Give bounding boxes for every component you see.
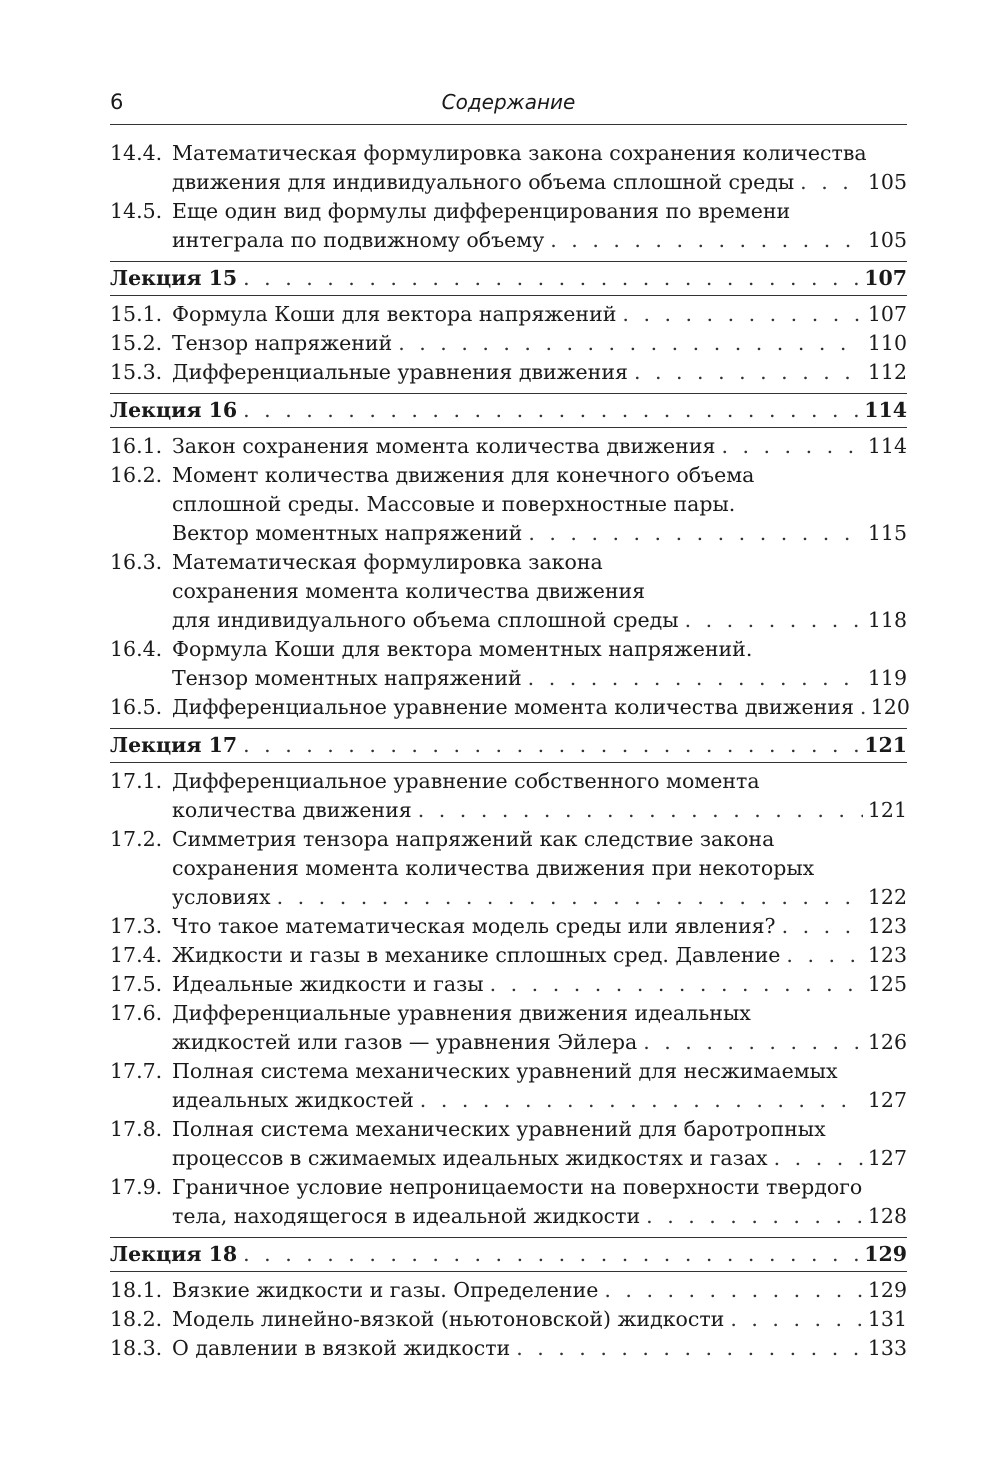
section-number: 18.1.	[110, 1278, 163, 1302]
section-number: 18.3.	[110, 1336, 163, 1360]
section-title-line: Формула Коши для вектора напряжений	[172, 302, 617, 326]
dot-leader	[715, 432, 863, 461]
section-title-line: Симметрия тензора напряжений как следствие закона	[172, 827, 775, 851]
dot-leader	[237, 731, 863, 760]
section-title-line: Еще один вид формулы дифференцирования по времени	[172, 199, 791, 223]
page-ref: 110	[867, 331, 907, 355]
section-title-line: Дифференциальные уравнения движения идеальных	[172, 1001, 751, 1025]
dot-leader	[794, 168, 863, 197]
page-ref: 133	[867, 1336, 907, 1360]
section-title-line: Модель линейно-вязкой (ньютоновской) жидкости	[172, 1307, 725, 1331]
page-ref: 114	[867, 434, 907, 458]
dot-leader	[724, 1305, 863, 1334]
lecture-title: Лекция 16	[110, 398, 238, 422]
dot-leader	[776, 912, 863, 941]
page-ref: 129	[864, 1242, 907, 1266]
page-number: 6	[110, 90, 124, 114]
toc-entry-17-9[interactable]	[110, 1173, 907, 1231]
page-ref: 120	[870, 695, 910, 719]
toc-lecture-15[interactable]	[110, 261, 907, 296]
dot-leader	[768, 1144, 863, 1173]
section-number: 17.8.	[110, 1117, 163, 1141]
dot-leader	[854, 693, 866, 722]
dot-leader	[237, 396, 863, 425]
section-title-line: Закон сохранения момента количества движения	[172, 434, 716, 458]
toc-entry-15-2[interactable]	[110, 329, 907, 358]
dot-leader	[392, 329, 863, 358]
toc-entry-16-5[interactable]	[110, 693, 910, 722]
section-number: 17.1.	[110, 769, 163, 793]
toc-entry-14-4[interactable]	[110, 139, 907, 197]
page-ref: 131	[867, 1307, 907, 1331]
toc-entry-15-3[interactable]	[110, 358, 907, 387]
dot-leader	[637, 1028, 863, 1057]
section-number: 14.4.	[110, 141, 163, 165]
section-title-line: Идеальные жидкости и газы	[172, 972, 484, 996]
section-title-line: жидкостей или газов — уравнения Эйлера	[172, 1030, 638, 1054]
section-title-line: движения для индивидуального объема сплошной среды	[172, 170, 795, 194]
section-title-line: Дифференциальные уравнения движения	[172, 360, 628, 384]
toc-entry-17-2[interactable]	[110, 825, 907, 912]
section-title-line: Жидкости и газы в механике сплошных сред. Давление	[172, 943, 781, 967]
section-title-line: идеальных жидкостей	[172, 1088, 414, 1112]
dot-leader	[679, 606, 863, 635]
section-title-line: О давлении в вязкой жидкости	[172, 1336, 511, 1360]
section-number: 16.4.	[110, 637, 163, 661]
section-title-line: Тензор напряжений	[172, 331, 393, 355]
toc-entry-16-1[interactable]	[110, 432, 907, 461]
section-title-line: Вязкие жидкости и газы. Определение	[172, 1278, 599, 1302]
section-number: 17.9.	[110, 1175, 163, 1199]
page-ref: 121	[867, 798, 907, 822]
section-title-line: Математическая формулировка закона сохранения количества	[172, 141, 867, 165]
toc-entry-15-1[interactable]	[110, 300, 907, 329]
toc-lecture-18[interactable]	[110, 1237, 907, 1272]
page-ref: 128	[867, 1204, 907, 1228]
toc-entry-16-2[interactable]	[110, 461, 907, 548]
toc-entry-17-6[interactable]	[110, 999, 907, 1057]
dot-leader	[510, 1334, 863, 1363]
section-title-line: Математическая формулировка закона	[172, 550, 603, 574]
dot-leader	[414, 1086, 863, 1115]
section-title-line: Граничное условие непроницаемости на поверхности твердого	[172, 1175, 863, 1199]
dot-leader	[544, 226, 863, 255]
dot-leader	[640, 1202, 863, 1231]
toc-entry-17-8[interactable]	[110, 1115, 907, 1173]
dot-leader	[616, 300, 863, 329]
section-number: 18.2.	[110, 1307, 163, 1331]
toc-entry-16-4[interactable]	[110, 635, 907, 693]
page-ref: 127	[867, 1146, 907, 1170]
toc-entry-16-3[interactable]	[110, 548, 907, 635]
dot-leader	[271, 883, 863, 912]
page-ref: 127	[867, 1088, 907, 1112]
page-ref: 123	[867, 943, 907, 967]
page-ref: 105	[867, 228, 907, 252]
page-ref: 114	[864, 398, 907, 422]
section-number: 15.3.	[110, 360, 163, 384]
section-number: 17.2.	[110, 827, 163, 851]
toc-entry-17-5[interactable]	[110, 970, 907, 999]
dot-leader	[522, 519, 863, 548]
running-title: Содержание	[441, 90, 576, 114]
page-ref: 121	[864, 733, 907, 757]
page-ref: 112	[867, 360, 907, 384]
toc-entry-17-7[interactable]	[110, 1057, 907, 1115]
section-title-line: Момент количества движения для конечного объема	[172, 463, 755, 487]
section-title-line: Формула Коши для вектора моментных напряжений.	[172, 637, 753, 661]
page-ref: 118	[867, 608, 907, 632]
section-title-line: Полная система механических уравнений для несжимаемых	[172, 1059, 838, 1083]
section-title-line: интеграла по подвижному объему	[172, 228, 545, 252]
section-number: 14.5.	[110, 199, 163, 223]
section-title-line: количества движения	[172, 798, 412, 822]
section-number: 16.3.	[110, 550, 163, 574]
toc-entry-17-3[interactable]	[110, 912, 907, 941]
section-title-line: сплошной среды. Массовые и поверхностные пары.	[172, 492, 736, 516]
running-header	[110, 88, 907, 125]
section-title-line: сохранения момента количества движения при некоторых	[172, 856, 815, 880]
page-ref: 115	[867, 521, 907, 545]
section-title-line: условиях	[172, 885, 271, 909]
page-ref: 122	[867, 885, 907, 909]
toc-lecture-16[interactable]	[110, 393, 907, 428]
page-ref: 126	[867, 1030, 907, 1054]
dot-leader	[237, 264, 863, 293]
section-number: 17.4.	[110, 943, 163, 967]
page-ref: 129	[867, 1278, 907, 1302]
lecture-title: Лекция 18	[110, 1242, 238, 1266]
lecture-title: Лекция 17	[110, 733, 238, 757]
page-ref: 107	[867, 302, 907, 326]
toc-entry-17-1[interactable]	[110, 767, 907, 825]
lecture-title: Лекция 15	[110, 266, 238, 290]
dot-leader	[237, 1240, 863, 1269]
dot-leader	[522, 664, 863, 693]
page-ref: 125	[867, 972, 907, 996]
page-ref: 107	[864, 266, 907, 290]
page-ref: 105	[867, 170, 907, 194]
toc-entry-14-5[interactable]	[110, 197, 907, 255]
section-title-line: для индивидуального объема сплошной среды	[172, 608, 679, 632]
section-title-line: Полная система механических уравнений для баротропных	[172, 1117, 826, 1141]
dot-leader	[598, 1276, 863, 1305]
section-number: 17.6.	[110, 1001, 163, 1025]
section-number: 15.2.	[110, 331, 163, 355]
table-of-contents	[110, 139, 910, 1363]
section-title-line: Что такое математическая модель среды или явления?	[172, 914, 776, 938]
page-ref: 119	[867, 666, 907, 690]
section-number: 17.7.	[110, 1059, 163, 1083]
toc-lecture-17[interactable]	[110, 728, 907, 763]
section-number: 15.1.	[110, 302, 163, 326]
section-number: 17.5.	[110, 972, 163, 996]
section-number: 16.5.	[110, 695, 163, 719]
section-number: 17.3.	[110, 914, 163, 938]
toc-entry-18-1[interactable]	[110, 1276, 907, 1305]
section-title-line: Дифференциальное уравнение момента количества движения	[172, 695, 854, 719]
section-title-line: процессов в сжимаемых идеальных жидкостях и газах	[172, 1146, 768, 1170]
dot-leader	[780, 941, 863, 970]
dot-leader	[484, 970, 863, 999]
dot-leader	[412, 796, 863, 825]
toc-entry-18-3[interactable]	[110, 1334, 907, 1363]
section-title-line: тела, находящегося в идеальной жидкости	[172, 1204, 641, 1228]
section-title-line: сохранения момента количества движения	[172, 579, 646, 603]
toc-entry-18-2[interactable]	[110, 1305, 907, 1334]
section-title-line: Дифференциальное уравнение собственного момента	[172, 769, 760, 793]
dot-leader	[628, 358, 863, 387]
section-title-line: Вектор моментных напряжений	[172, 521, 523, 545]
section-number: 16.2.	[110, 463, 163, 487]
section-number: 16.1.	[110, 434, 163, 458]
toc-entry-17-4[interactable]	[110, 941, 907, 970]
section-title-line: Тензор моментных напряжений	[172, 666, 522, 690]
page-ref: 123	[867, 914, 907, 938]
book-page	[110, 88, 910, 1363]
